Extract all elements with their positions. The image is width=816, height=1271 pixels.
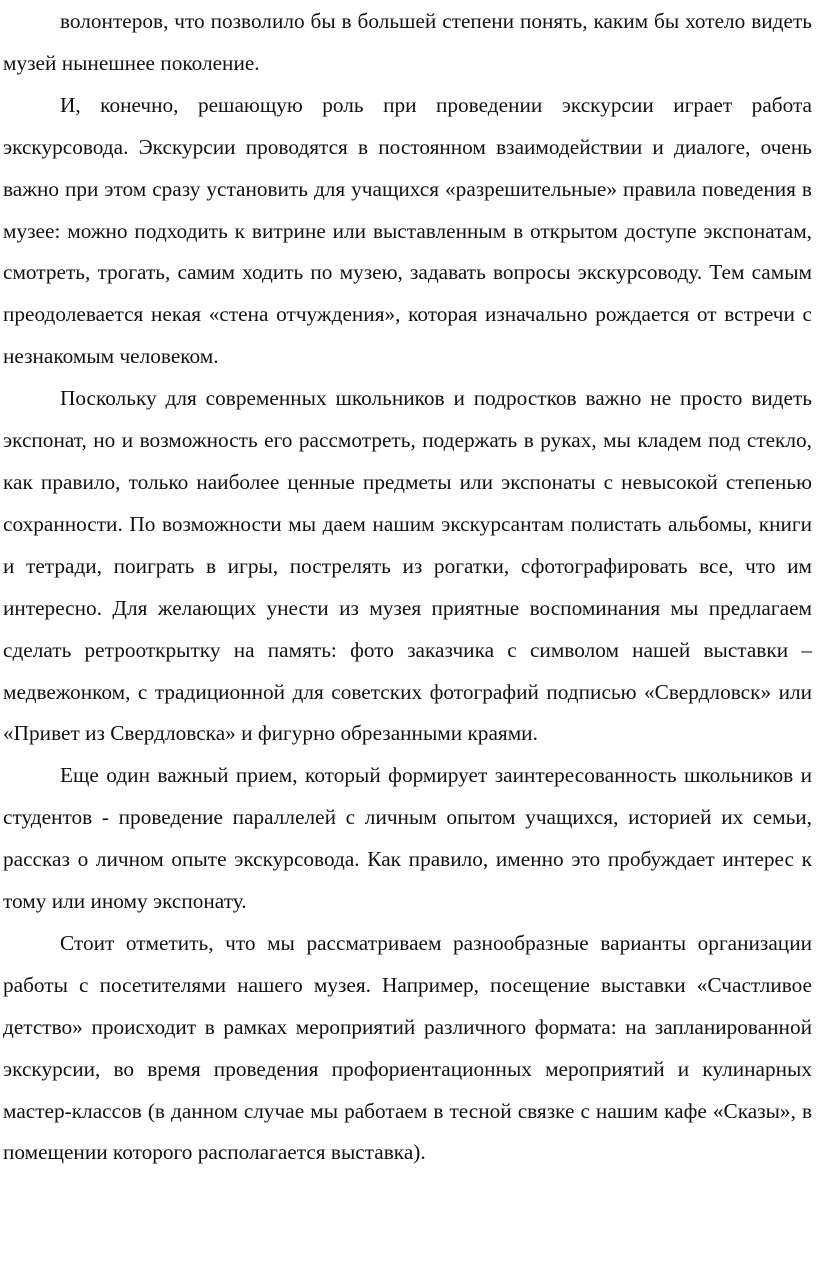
document-page	[0, 1, 816, 1271]
paragraph-guide-role: И, конечно, решающую роль при проведении экскурсии играет работа экскурсовода. Экскурсии проводятся в постоянном взаимодействии и диалоге, очень важно при этом сразу установить для учащихся «разрешительные» правила поведения в музее: можно подходить к витрине или выставленным в открытом доступе экспонатам, смотреть, трогать, самим ходить по музею, задавать вопросы экскурсоводу. Тем самым преодолевается некая «стена отчуждения», которая изначально рождается от встречи с незнакомым человеком.	[3, 92, 812, 369]
paragraph-personal-experience: Еще один важный прием, который формирует заинтересованность школьников и студентов - проведение параллелей с личным опытом учащихся, историей их семьи, рассказ о личном опыте экскурсовода. Как правило, именно это пробуждает интерес к тому или иному экспонату.	[3, 763, 812, 914]
paragraph-work-formats: Стоит отметить, что мы рассматриваем разнообразные варианты организации работы с посетителями нашего музея. Например, посещение выставки «Счастливое детство» происходит в рамках мероприятий различного формата: на запланированной экскурсии, во время проведения профориентационных мероприятий и кулинарных мастер-классов (в данном случае мы работаем в тесной связке с нашим кафе «Сказы», в помещении которого располагается выставка).	[3, 930, 812, 1165]
paragraph-exhibit-access: Поскольку для современных школьников и подростков важно не просто видеть экспонат, но и возможность его рассмотреть, подержать в руках, мы кладем под стекло, как правило, только наиболее ценные предметы или экспонаты с невысокой степенью сохранности. По возможности мы даем нашим экскурсантам полистать альбомы, книги и тетради, поиграть в игры, пострелять из рогатки, сфотографировать все, что им интересно. Для желающих унести из музея приятные воспоминания мы предлагаем сделать ретрооткрытку на память: фото заказчика с символом нашей выставки – медвежонком, с традиционной для советских фотографий подписью «Свердловск» или «Привет из Свердловска» и фигурно обрезанными краями.	[3, 386, 812, 746]
paragraph-continuation: волонтеров, что позволило бы в большей степени понять, каким бы хотело видеть музей нынешнее поколение.	[3, 9, 812, 75]
